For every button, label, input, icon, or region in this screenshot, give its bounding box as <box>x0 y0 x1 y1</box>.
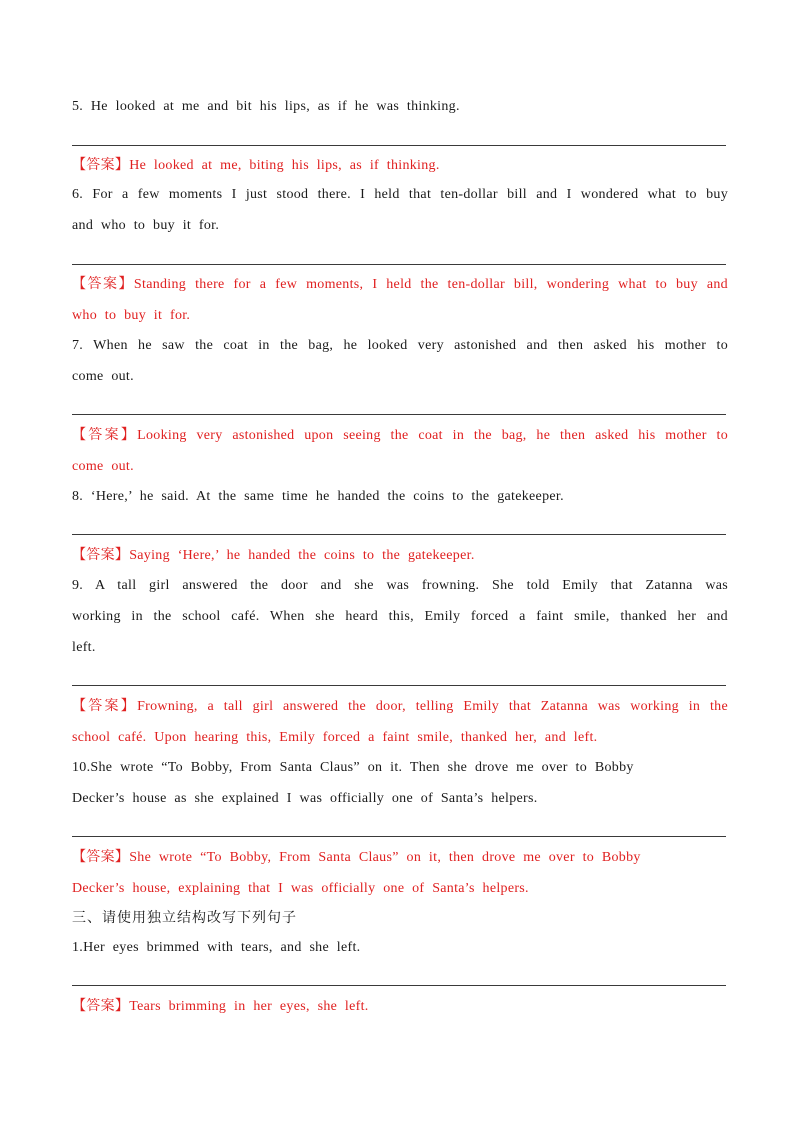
section-3-answer-1: 【答案】Tears brimming in her eyes, she left. <box>72 999 369 1014</box>
answer-blank-line <box>72 985 726 986</box>
answer-9-line-1: 【答案】Frowning, a tall girl answered the door, telling Emily that Zatanna was working in the <box>72 699 728 714</box>
question-10-line-2: Decker’s house as she explained I was officially one of Santa’s helpers. <box>72 791 538 806</box>
question-5-line-1: 5. He looked at me and bit his lips, as if he was thinking. <box>72 99 460 114</box>
answer-7-line-1: 【答案】Looking very astonished upon seeing the coat in the bag, he then asked his mother to <box>72 428 728 443</box>
question-8-line-1: 8. ‘Here,’ he said. At the same time he handed the coins to the gatekeeper. <box>72 489 564 504</box>
section-3-question-1: 1.Her eyes brimmed with tears, and she left. <box>72 940 361 955</box>
answer-10-line-1: 【答案】She wrote “To Bobby, From Santa Claus” on it, then drove me over to Bobby <box>72 850 641 865</box>
answer-9-line-2: school café. Upon hearing this, Emily forced a faint smile, thanked her, and left. <box>72 730 598 745</box>
question-7-line-2: come out. <box>72 369 134 384</box>
question-9-line-2: working in the school café. When she heard this, Emily forced a faint smile, thanked her and <box>72 609 728 624</box>
answer-6-line-2: who to buy it for. <box>72 308 191 323</box>
answer-5-line-1: 【答案】He looked at me, biting his lips, as if thinking. <box>72 158 440 173</box>
answer-blank-line <box>72 685 726 686</box>
question-6-line-1: 6. For a few moments I just stood there. I held that ten-dollar bill and I wondered what to buy <box>72 187 728 202</box>
question-10-line-1: 10.She wrote “To Bobby, From Santa Claus” on it. Then she drove me over to Bobby <box>72 760 634 775</box>
answer-10-line-2: Decker’s house, explaining that I was officially one of Santa’s helpers. <box>72 881 529 896</box>
answer-8-line-1: 【答案】Saying ‘Here,’ he handed the coins to the gatekeeper. <box>72 548 475 563</box>
question-9-line-3: left. <box>72 640 96 655</box>
answer-6-line-1: 【答案】Standing there for a few moments, I held the ten-dollar bill, wondering what to buy and <box>72 277 728 292</box>
answer-7-line-2: come out. <box>72 459 134 474</box>
answer-blank-line <box>72 534 726 535</box>
question-6-line-2: and who to buy it for. <box>72 218 220 233</box>
answer-blank-line <box>72 264 726 265</box>
answer-blank-line <box>72 145 726 146</box>
answer-blank-line <box>72 836 726 837</box>
section-3-heading: 三、请使用独立结构改写下列句子 <box>72 910 297 926</box>
question-9-line-1: 9. A tall girl answered the door and she was frowning. She told Emily that Zatanna was <box>72 578 728 593</box>
answer-blank-line <box>72 414 726 415</box>
question-7-line-1: 7. When he saw the coat in the bag, he looked very astonished and then asked his mother to <box>72 338 728 353</box>
